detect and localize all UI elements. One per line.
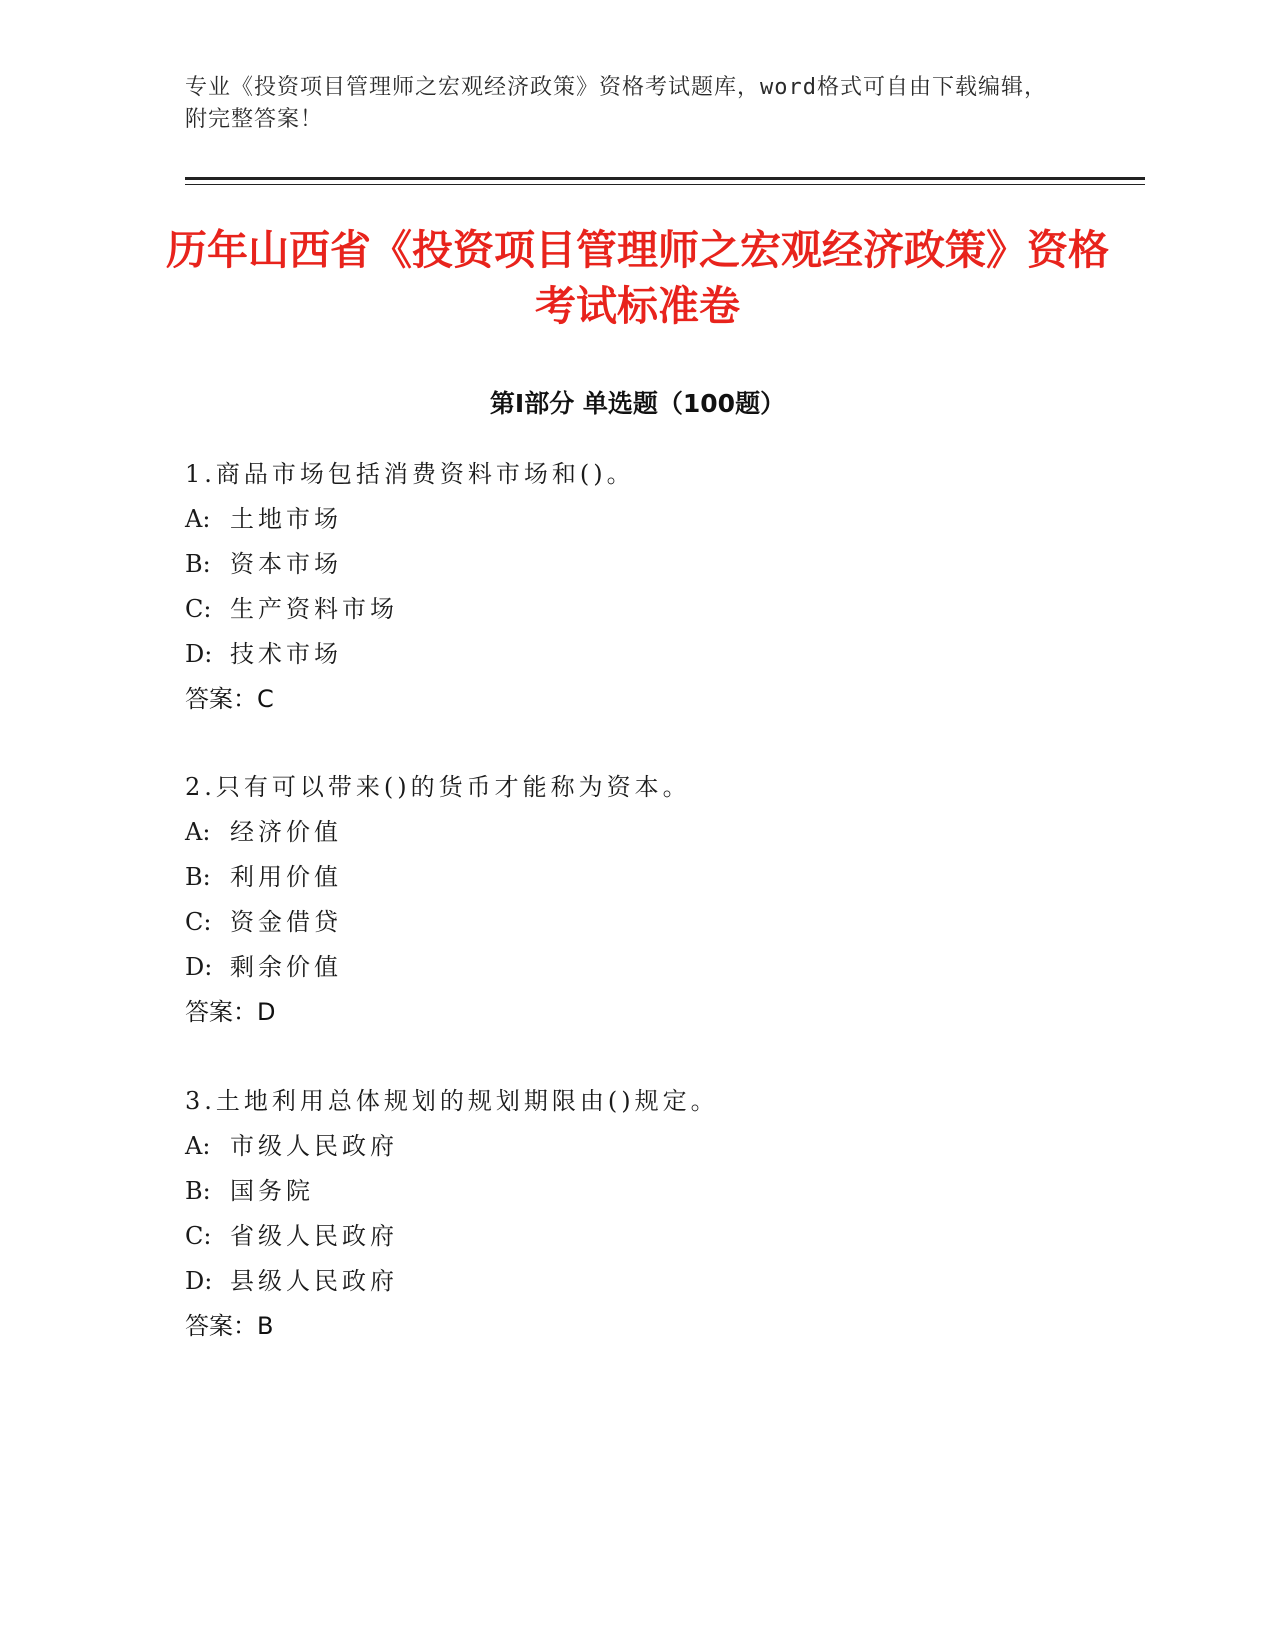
option-letter: A:: [185, 1132, 211, 1160]
option-b: [185, 1169, 1085, 1214]
document-title: 历年山西省《投资项目管理师之宏观经济政策》资格考试标准卷: [166, 226, 1109, 330]
option-letter: D:: [185, 953, 213, 981]
option-letter: A:: [185, 818, 211, 846]
question-stem: 3.土地利用总体规划的规划期限由()规定。: [185, 1087, 719, 1115]
option-d: [185, 632, 1085, 677]
question-stem: 1.商品市场包括消费资料市场和()。: [185, 460, 635, 488]
option-text: 省级人民政府: [230, 1222, 398, 1250]
option-text: 利用价值: [230, 863, 342, 891]
option-a: [185, 1124, 1085, 1169]
option-letter: B:: [185, 863, 211, 891]
answer-line: 答案：D: [185, 998, 276, 1026]
option-text: 技术市场: [230, 640, 342, 668]
option-b: [185, 855, 1085, 900]
option-c: [185, 1214, 1085, 1259]
option-letter: B:: [185, 1177, 211, 1205]
question-3: [185, 1079, 1085, 1349]
option-c: [185, 900, 1085, 945]
section-title: 第Ⅰ部分 单选题（100题）: [489, 389, 786, 418]
question-2: [185, 765, 1085, 1035]
option-letter: A:: [185, 505, 211, 533]
header-rule-thick: [185, 177, 1145, 180]
option-text: 资本市场: [230, 550, 342, 578]
answer-line: 答案：B: [185, 1312, 274, 1340]
option-text: 生产资料市场: [230, 595, 398, 623]
option-text: 土地市场: [230, 505, 342, 533]
option-letter: C:: [185, 595, 212, 623]
question-stem: 2.只有可以带来()的货币才能称为资本。: [185, 773, 691, 801]
option-text: 剩余价值: [230, 953, 342, 981]
option-a: [185, 497, 1085, 542]
header-note: 专业《投资项目管理师之宏观经济政策》资格考试题库，word格式可自由下载编辑，附完整答案！: [185, 75, 1047, 132]
option-c: [185, 587, 1085, 632]
option-letter: C:: [185, 1222, 212, 1250]
option-text: 县级人民政府: [230, 1267, 398, 1295]
question-1: [185, 452, 1085, 722]
option-text: 资金借贷: [230, 908, 342, 936]
option-d: [185, 1259, 1085, 1304]
option-letter: D:: [185, 640, 213, 668]
option-d: [185, 945, 1085, 990]
option-a: [185, 810, 1085, 855]
option-b: [185, 542, 1085, 587]
option-text: 经济价值: [230, 818, 342, 846]
option-text: 市级人民政府: [230, 1132, 398, 1160]
answer-line: 答案：C: [185, 685, 274, 713]
option-letter: B:: [185, 550, 211, 578]
option-letter: D:: [185, 1267, 213, 1295]
header-rule-thin: [185, 184, 1145, 185]
option-letter: C:: [185, 908, 212, 936]
option-text: 国务院: [230, 1177, 314, 1205]
